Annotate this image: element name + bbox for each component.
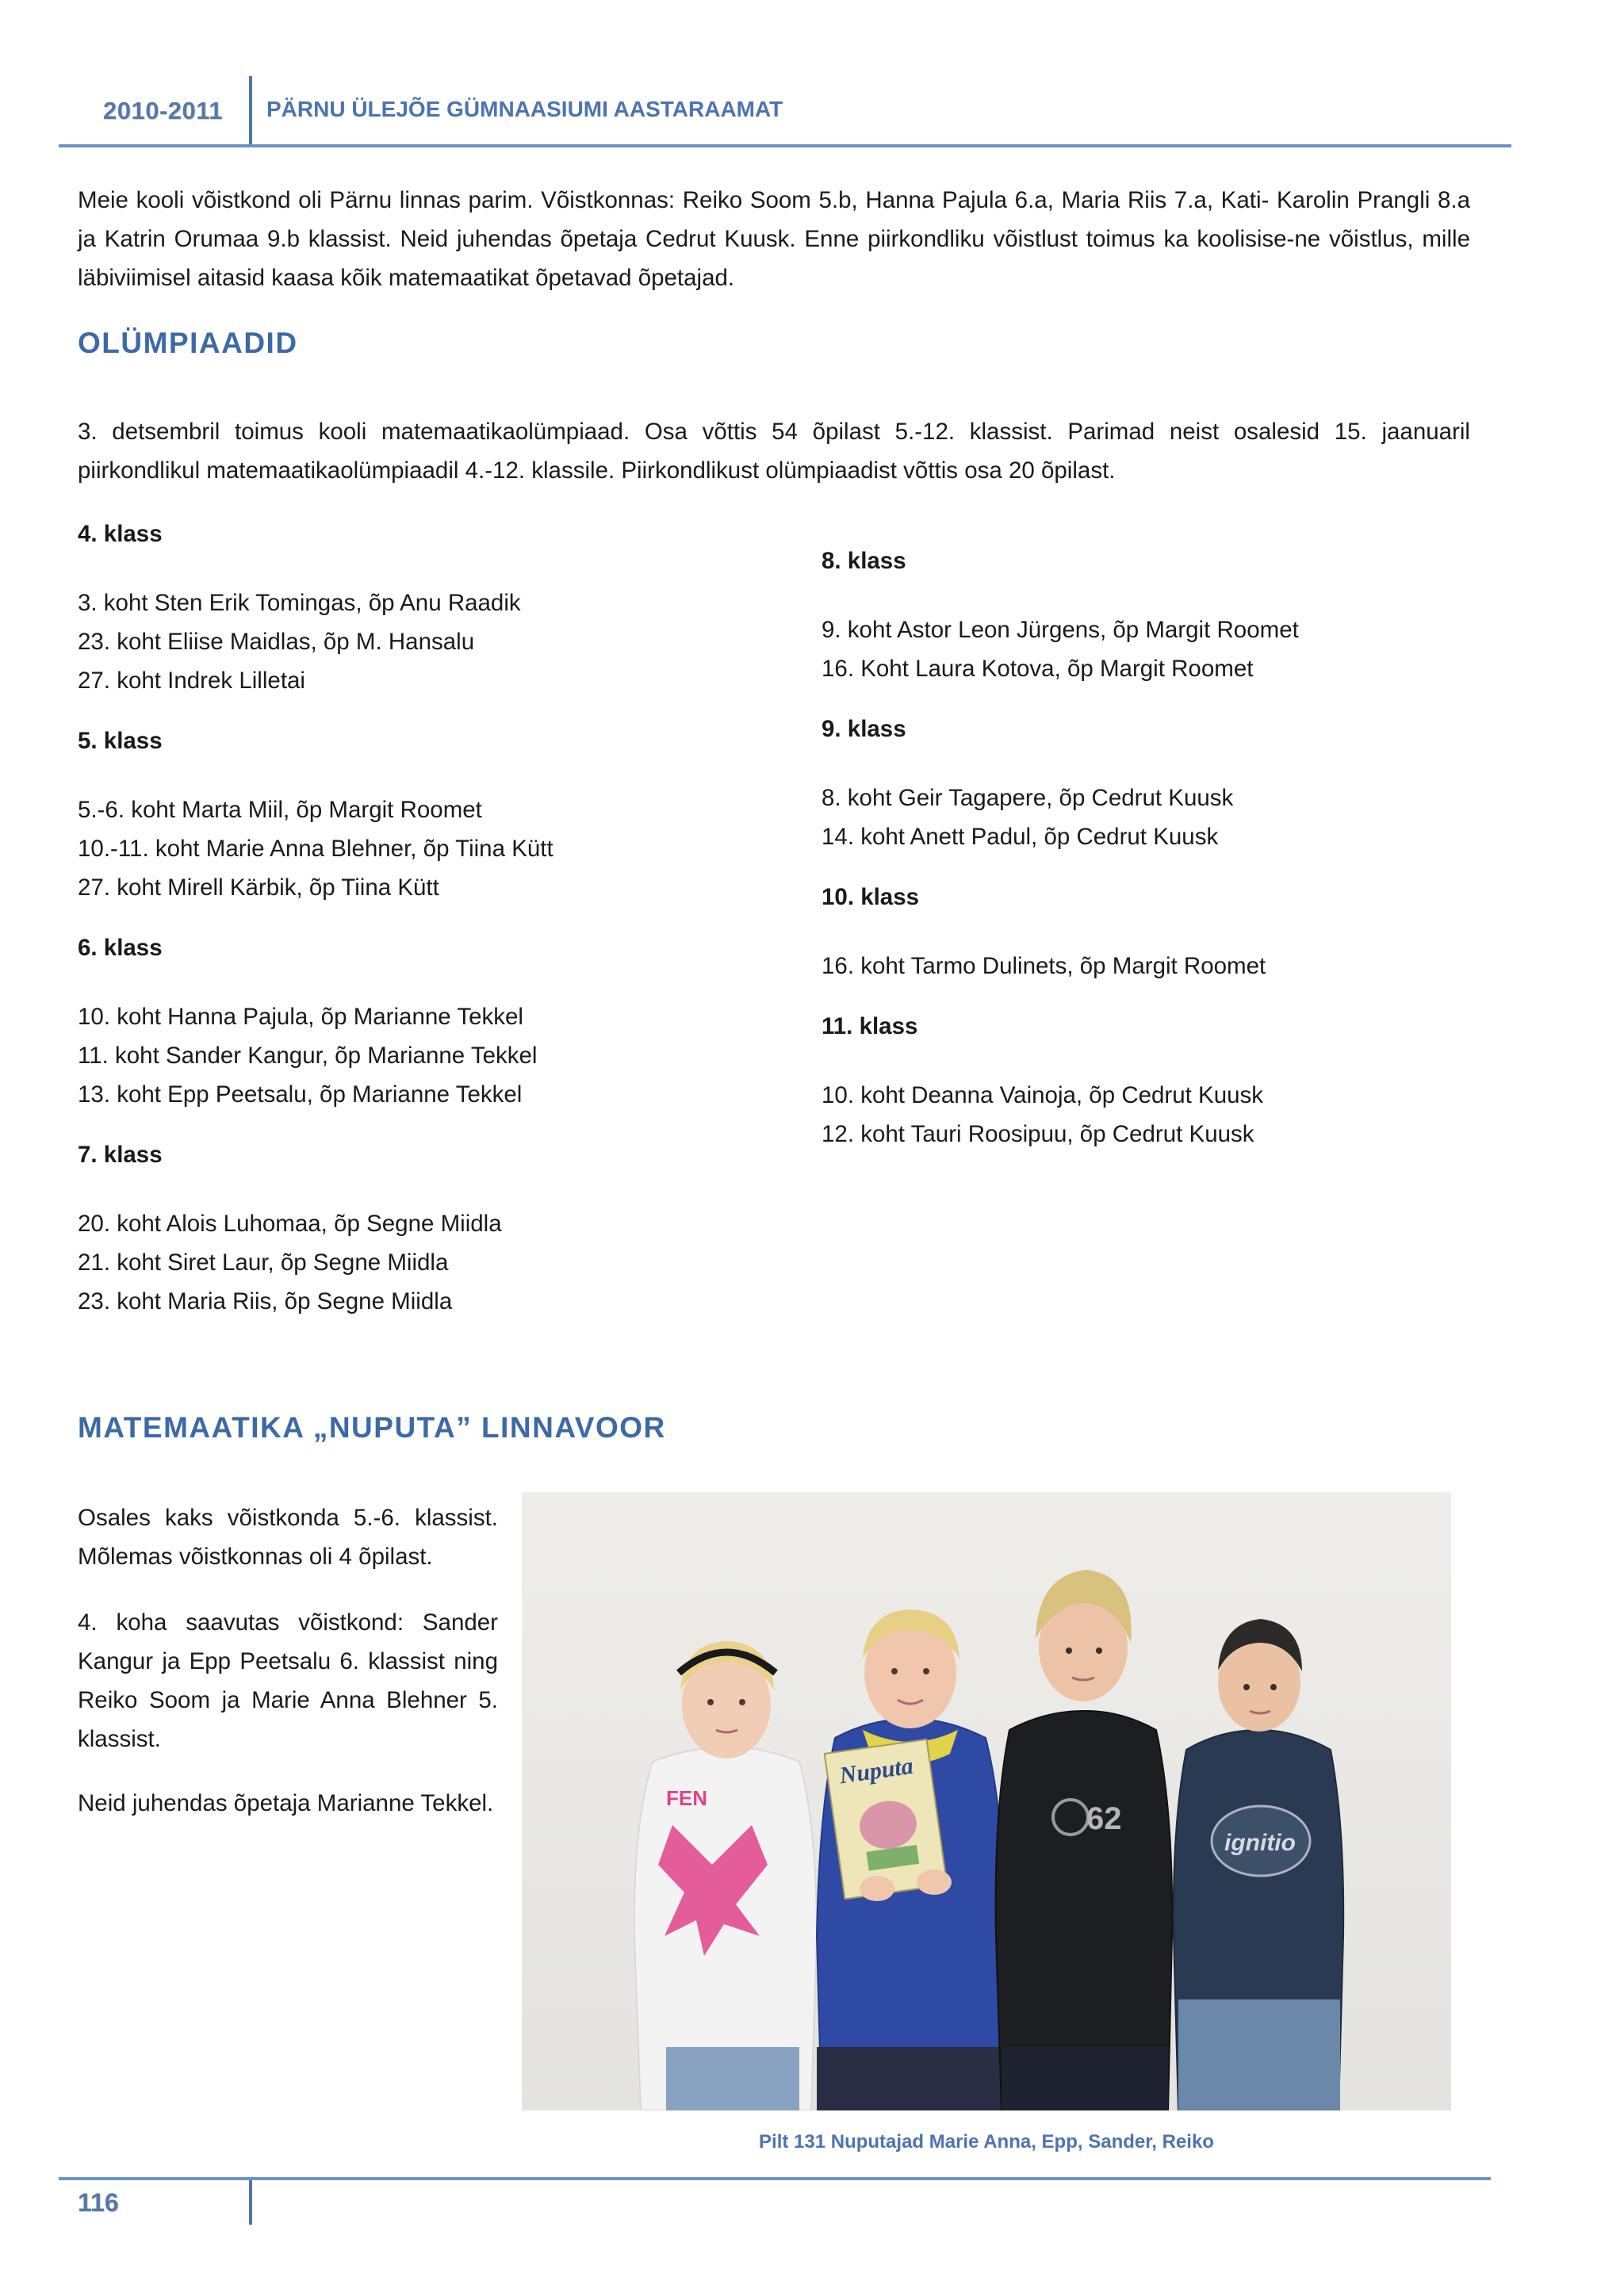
class-group [78, 517, 760, 700]
class-title: 11. klass [822, 1013, 918, 1039]
nuputa-paragraph-2: 4. koha saavutas võistkond: Sander Kangur ja Epp Peetsalu 6. klassist ning Reiko Soom ja Marie Anna Blehner 5. klassist. [78, 1609, 498, 1752]
result-line: 10.-11. koht Marie Anna Blehner, õp Tiina Kütt [78, 836, 553, 862]
result-line: 23. koht Maria Riis, õp Segne Miidla [78, 1288, 453, 1314]
section-title-olympiad: OLÜMPIAADID [78, 327, 298, 359]
intro-paragraph: Meie kooli võistkond oli Pärnu linnas parim. Võistkonnas: Reiko Soom 5.b, Hanna Pajula 6.a, Maria Riis 7.a, Kati- Karolin Prangli 8.a ja Katrin Orumaa 9.b klassist. Neid juhendas õpetaja Cedrut Kuusk. Enne piirkondliku võistlust toimus ka koolisise-ne võistlus, mille läbiviimisel aitasid kaasa kõik matemaatikat õpetavad õpetajad. [78, 187, 1470, 291]
results-right-column [822, 544, 1503, 1177]
class-group [822, 712, 1503, 856]
section-title-nuputa: MATEMAATIKA „NUPUTA” LINNAVOOR [78, 1411, 666, 1444]
result-line: 27. koht Indrek Lilletai [78, 668, 305, 694]
shirt-text-boy1: 62 [1086, 1801, 1122, 1836]
class-group [78, 931, 760, 1114]
class-title: 8. klass [822, 548, 906, 574]
result-line: 21. koht Siret Laur, õp Segne Miidla [78, 1249, 449, 1276]
team-photo [522, 1492, 1451, 2110]
class-group [78, 724, 760, 907]
class-group [822, 1009, 1503, 1154]
result-line: 11. koht Sander Kangur, õp Marianne Tekkel [78, 1043, 538, 1069]
result-line: 9. koht Astor Leon Jürgens, õp Margit Roomet [822, 617, 1299, 643]
class-title: 6. klass [78, 935, 163, 961]
result-line: 27. koht Mirell Kärbik, õp Tiina Kütt [78, 874, 439, 901]
nuputa-paragraph-1: Osales kaks võistkonda 5.-6. klassist. Mõlemas võistkonnas oli 4 õpilast. [78, 1505, 498, 1570]
header-year: 2010-2011 [103, 97, 224, 124]
nuputa-paragraph-3: Neid juhendas õpetaja Marianne Tekkel. [78, 1790, 494, 1816]
footer-divider [249, 2180, 252, 2225]
class-title: 7. klass [78, 1142, 163, 1168]
result-line: 16. koht Tarmo Dulinets, õp Margit Roomet [822, 953, 1266, 979]
result-line: 12. koht Tauri Roosipuu, õp Cedrut Kuusk [822, 1121, 1254, 1147]
class-title: 9. klass [822, 716, 906, 742]
class-title: 4. klass [78, 521, 163, 547]
results-left-column [78, 517, 760, 1345]
result-line: 13. koht Epp Peetsalu, õp Marianne Tekkel [78, 1081, 523, 1108]
shirt-text-girl: FEN [666, 1786, 707, 1810]
class-title: 5. klass [78, 728, 163, 754]
result-line: 23. koht Eliise Maidlas, õp M. Hansalu [78, 629, 475, 655]
result-line: 10. koht Deanna Vainoja, õp Cedrut Kuusk [822, 1082, 1264, 1108]
header-rule [59, 144, 1511, 147]
page-number: 116 [78, 2188, 119, 2217]
team-photo-illustration [522, 1492, 1451, 2110]
class-group [78, 1138, 760, 1321]
result-line: 14. koht Anett Padul, õp Cedrut Kuusk [822, 824, 1219, 850]
result-line: 3. koht Sten Erik Tomingas, õp Anu Raadik [78, 590, 521, 616]
header-title: PÄRNU ÜLEJÕE GÜMNAASIUMI AASTARAAMAT [266, 97, 783, 121]
result-line: 20. koht Alois Luhomaa, õp Segne Miidla [78, 1211, 502, 1237]
class-title: 10. klass [822, 884, 920, 910]
book-title: Nuputa [837, 1752, 915, 1789]
footer-rule [59, 2177, 1491, 2180]
result-line: 5.-6. koht Marta Miil, õp Margit Roomet [78, 797, 482, 823]
shirt-text-boy2: ignitio [1224, 1830, 1296, 1856]
olympiad-paragraph: 3. detsembril toimus kooli matemaatikaolümpiaad. Osa võttis 54 õpilast 5.-12. klassist. Parimad neist osalesid 15. jaanuaril piirkondlikul matemaatikaolümpiaadil 4.-12. klassile. Piirkondlikust olümpiaadist võttis osa 20 õpilast. [78, 419, 1470, 484]
result-line: 8. koht Geir Tagapere, õp Cedrut Kuusk [822, 785, 1234, 811]
result-line: 10. koht Hanna Pajula, õp Marianne Tekkel [78, 1004, 523, 1030]
photo-caption: Pilt 131 Nuputajad Marie Anna, Epp, Sander, Reiko [759, 2131, 1214, 2152]
header-divider [249, 76, 252, 146]
result-line: 16. Koht Laura Kotova, õp Margit Roomet [822, 656, 1254, 682]
class-group [822, 880, 1503, 985]
class-group [822, 544, 1503, 688]
